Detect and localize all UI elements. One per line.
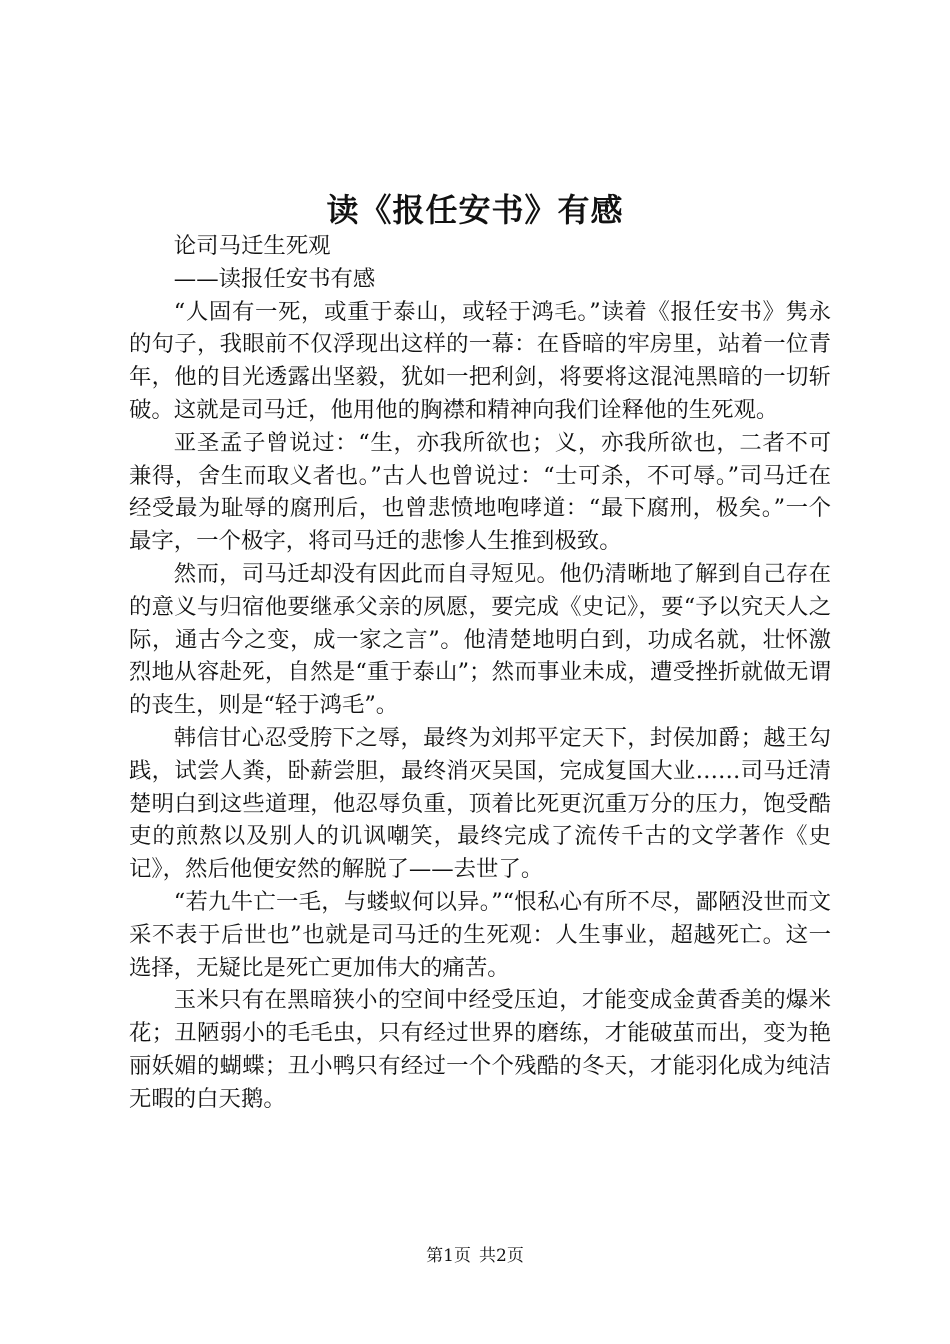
- paragraph: “若九牛亡一毛，与蝼蚁何以异。”“恨私心有所不尽，鄙陋没世而文采不表于后世也”也就是司马迁的生死观：人生事业，超越死亡。这一选择，无疑比是死亡更加伟大的痛苦。: [129, 888, 831, 981]
- paragraph: 亚圣孟子曾说过：“生，亦我所欲也；义，亦我所欲也，二者不可兼得，舍生而取义者也。”古人也曾说过：“士可杀，不可辱。”司马迁在经受最为耻辱的腐刑后，也曾悲愤地咆哮道：“最下腐刑，极矣。”一个最字，一个极字，将司马迁的悲惨人生推到极致。: [129, 429, 831, 555]
- document-body: [129, 230, 831, 1116]
- paragraph-subtitle: 论司马迁生死观: [173, 233, 331, 259]
- paragraph: 玉米只有在黑暗狭小的空间中经受压迫，才能变成金黄香美的爆米花；丑陋弱小的毛毛虫，只有经过世界的磨练，才能破茧而出，变为艳丽妖媚的蝴蝶；丑小鸭只有经过一个个残酷的冬天，才能羽化成为纯洁无暇的白天鹅。: [129, 987, 831, 1112]
- paragraph: 韩信甘心忍受胯下之辱，最终为刘邦平定天下，封侯加爵；越王勾践，试尝人粪，卧薪尝胆，最终消灭吴国，完成复国大业……司马迁清楚明白到这些道理，他忍辱负重，顶着比死更沉重万分的压力，饱受酷吏的煎熬以及别人的讥讽嘲笑，最终完成了流传千古的文学著作《史记》，然后他便安然的解脱了——去世了。: [129, 724, 831, 883]
- page-number: 第1页: [426, 1246, 471, 1266]
- page-total: 共2页: [479, 1246, 524, 1266]
- paragraph-subheading: ——读报任安书有感: [173, 265, 376, 292]
- page-footer: [0, 1244, 950, 1268]
- document-title: 读《报任安书》有感: [326, 191, 624, 229]
- paragraph: “人固有一死，或重于泰山，或轻于鸿毛。”读着《报任安书》隽永的句子，我眼前不仅浮现出这样的一幕：在昏暗的牢房里，站着一位青年，他的目光透露出坚毅，犹如一把利剑，将要将这混沌黑暗的一切斩破。这就是司马迁，他用他的胸襟和精神向我们诠释他的生死观。: [129, 298, 831, 423]
- paragraph: 然而，司马迁却没有因此而自寻短见。他仍清晰地了解到自己存在的意义与归宿他要继承父亲的夙愿，要完成《史记》，要“予以究天人之际，通古今之变，成一家之言”。他清楚地明白到，功成名就，壮怀激烈地从容赴死，自然是“重于泰山”；然而事业未成，遭受挫折就做无谓的丧生，则是“轻于鸿毛”。: [129, 560, 831, 719]
